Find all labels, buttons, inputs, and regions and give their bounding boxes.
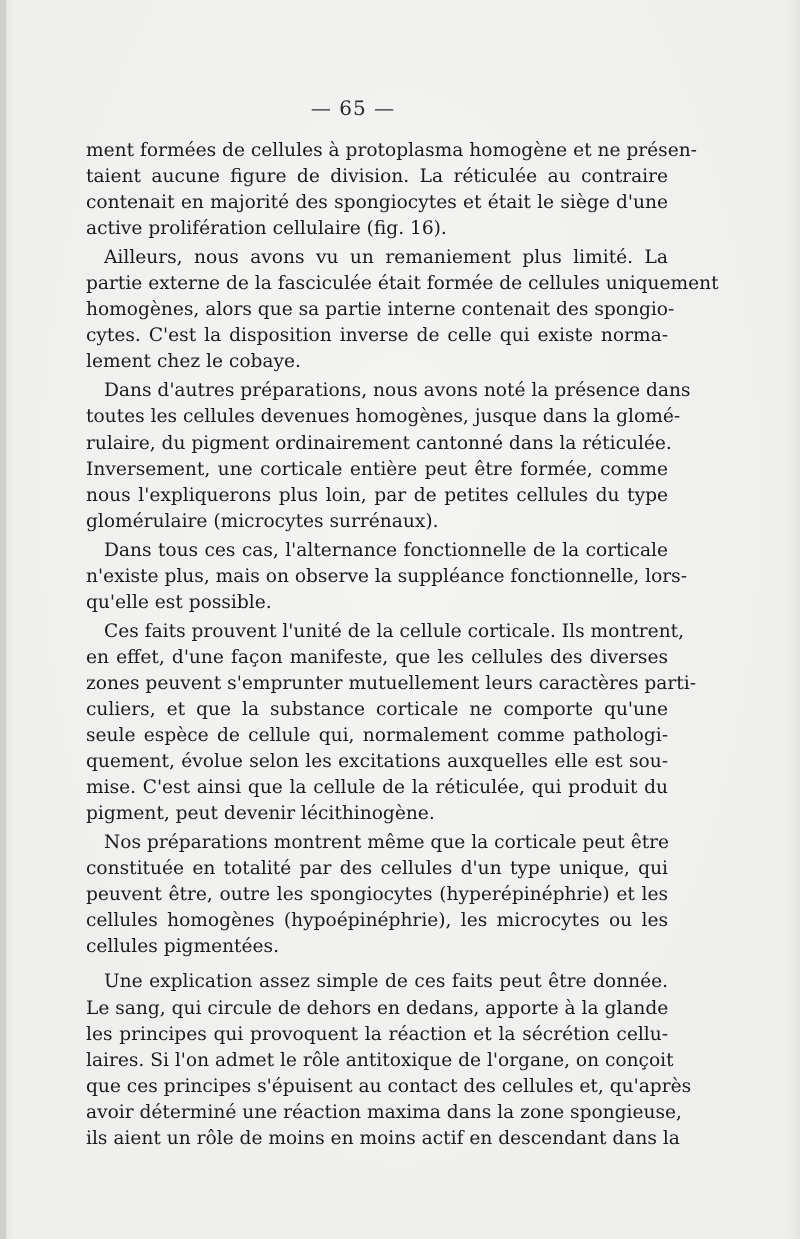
text-line: glomérulaire (microcytes surrénaux). bbox=[86, 510, 439, 532]
text-line: seule espèce de cellule qui, normalement comme pathologi- bbox=[86, 725, 668, 747]
text-line: en effet, d'une façon manifeste, que les cellules des diverses bbox=[86, 646, 668, 668]
text-line: Le sang, qui circule de dehors en dedans, apporte à la glande bbox=[86, 997, 669, 1019]
text-line: active prolifération cellulaire (fig. 16). bbox=[86, 218, 447, 240]
text-line: pigment, peut devenir lécithinogène. bbox=[86, 803, 435, 825]
text-line: quement, évolue selon les excitations auxquelles elle est sou- bbox=[86, 751, 668, 773]
text-line: rulaire, du pigment ordinairement cantonné dans la réticulée. bbox=[86, 432, 672, 454]
text-line: Dans tous ces cas, l'alternance fonctionnelle de la corticale bbox=[104, 539, 668, 561]
paragraph bbox=[86, 138, 697, 242]
text-line: culiers, et que la substance corticale ne comporte qu'une bbox=[86, 698, 668, 720]
text-line: Ailleurs, nous avons vu un remaniement plus limité. La bbox=[104, 247, 668, 269]
text-line: cellules homogènes (hypoépinéphrie), les microcytes ou les bbox=[86, 910, 668, 932]
page-number: — 65 — bbox=[310, 96, 396, 120]
text-line: homogènes, alors que sa partie interne contenait des spongio- bbox=[86, 299, 675, 321]
paragraph bbox=[86, 538, 687, 616]
paragraph bbox=[86, 830, 668, 960]
text-line: mise. C'est ainsi que la cellule de la réticulée, qui produit du bbox=[86, 777, 668, 799]
paragraph bbox=[86, 969, 692, 1151]
page-edge-shadow bbox=[0, 0, 6, 1239]
body-text bbox=[86, 138, 719, 1152]
text-line: lement chez le cobaye. bbox=[86, 351, 301, 373]
text-line: ils aient un rôle de moins en moins actif en descendant dans la bbox=[86, 1127, 680, 1149]
text-line: qu'elle est possible. bbox=[86, 591, 272, 613]
text-line: peuvent être, outre les spongiocytes (hyperépinéphrie) et les bbox=[86, 884, 668, 906]
text-line: taient aucune figure de division. La réticulée au contraire bbox=[86, 166, 668, 188]
text-line: que ces principes s'épuisent au contact des cellules et, qu'après bbox=[86, 1075, 692, 1097]
text-line: zones peuvent s'emprunter mutuellement leurs caractères parti- bbox=[86, 672, 696, 694]
text-line: avoir déterminé une réaction maxima dans la zone spongieuse, bbox=[86, 1101, 682, 1123]
text-line: Ces faits prouvent l'unité de la cellule corticale. Ils montrent, bbox=[104, 620, 685, 642]
text-line: constituée en totalité par des cellules d'un type unique, qui bbox=[86, 858, 668, 880]
text-line: ment formées de cellules à protoplasma homogène et ne présen- bbox=[86, 140, 697, 161]
text-line: partie externe de la fasciculée était formée de cellules uniquement bbox=[86, 273, 719, 295]
text-line: Une explication assez simple de ces faits peut être donnée. bbox=[104, 971, 668, 993]
text-line: nous l'expliquerons plus loin, par de petites cellules du type bbox=[86, 484, 668, 506]
text-line: cytes. C'est la disposition inverse de celle qui existe norma- bbox=[86, 325, 668, 347]
text-line: laires. Si l'on admet le rôle antitoxique de l'organe, on conçoit bbox=[86, 1049, 674, 1071]
text-line: n'existe plus, mais on observe la suppléance fonctionnelle, lors- bbox=[86, 565, 687, 587]
text-line: Dans d'autres préparations, nous avons noté la présence dans bbox=[104, 380, 691, 402]
text-line: toutes les cellules devenues homogènes, jusque dans la glomé- bbox=[86, 406, 681, 428]
text-line: Inversement, une corticale entière peut être formée, comme bbox=[86, 458, 668, 480]
text-line: contenait en majorité des spongiocytes et était le siège d'une bbox=[86, 192, 668, 214]
text-line: les principes qui provoquent la réaction et la sécrétion cellu- bbox=[86, 1023, 668, 1045]
text-line: cellules pigmentées. bbox=[86, 936, 279, 958]
paragraph bbox=[86, 245, 719, 375]
paragraph bbox=[86, 378, 691, 534]
paragraph bbox=[86, 619, 696, 827]
text-line: Nos préparations montrent même que la corticale peut être bbox=[104, 832, 670, 854]
